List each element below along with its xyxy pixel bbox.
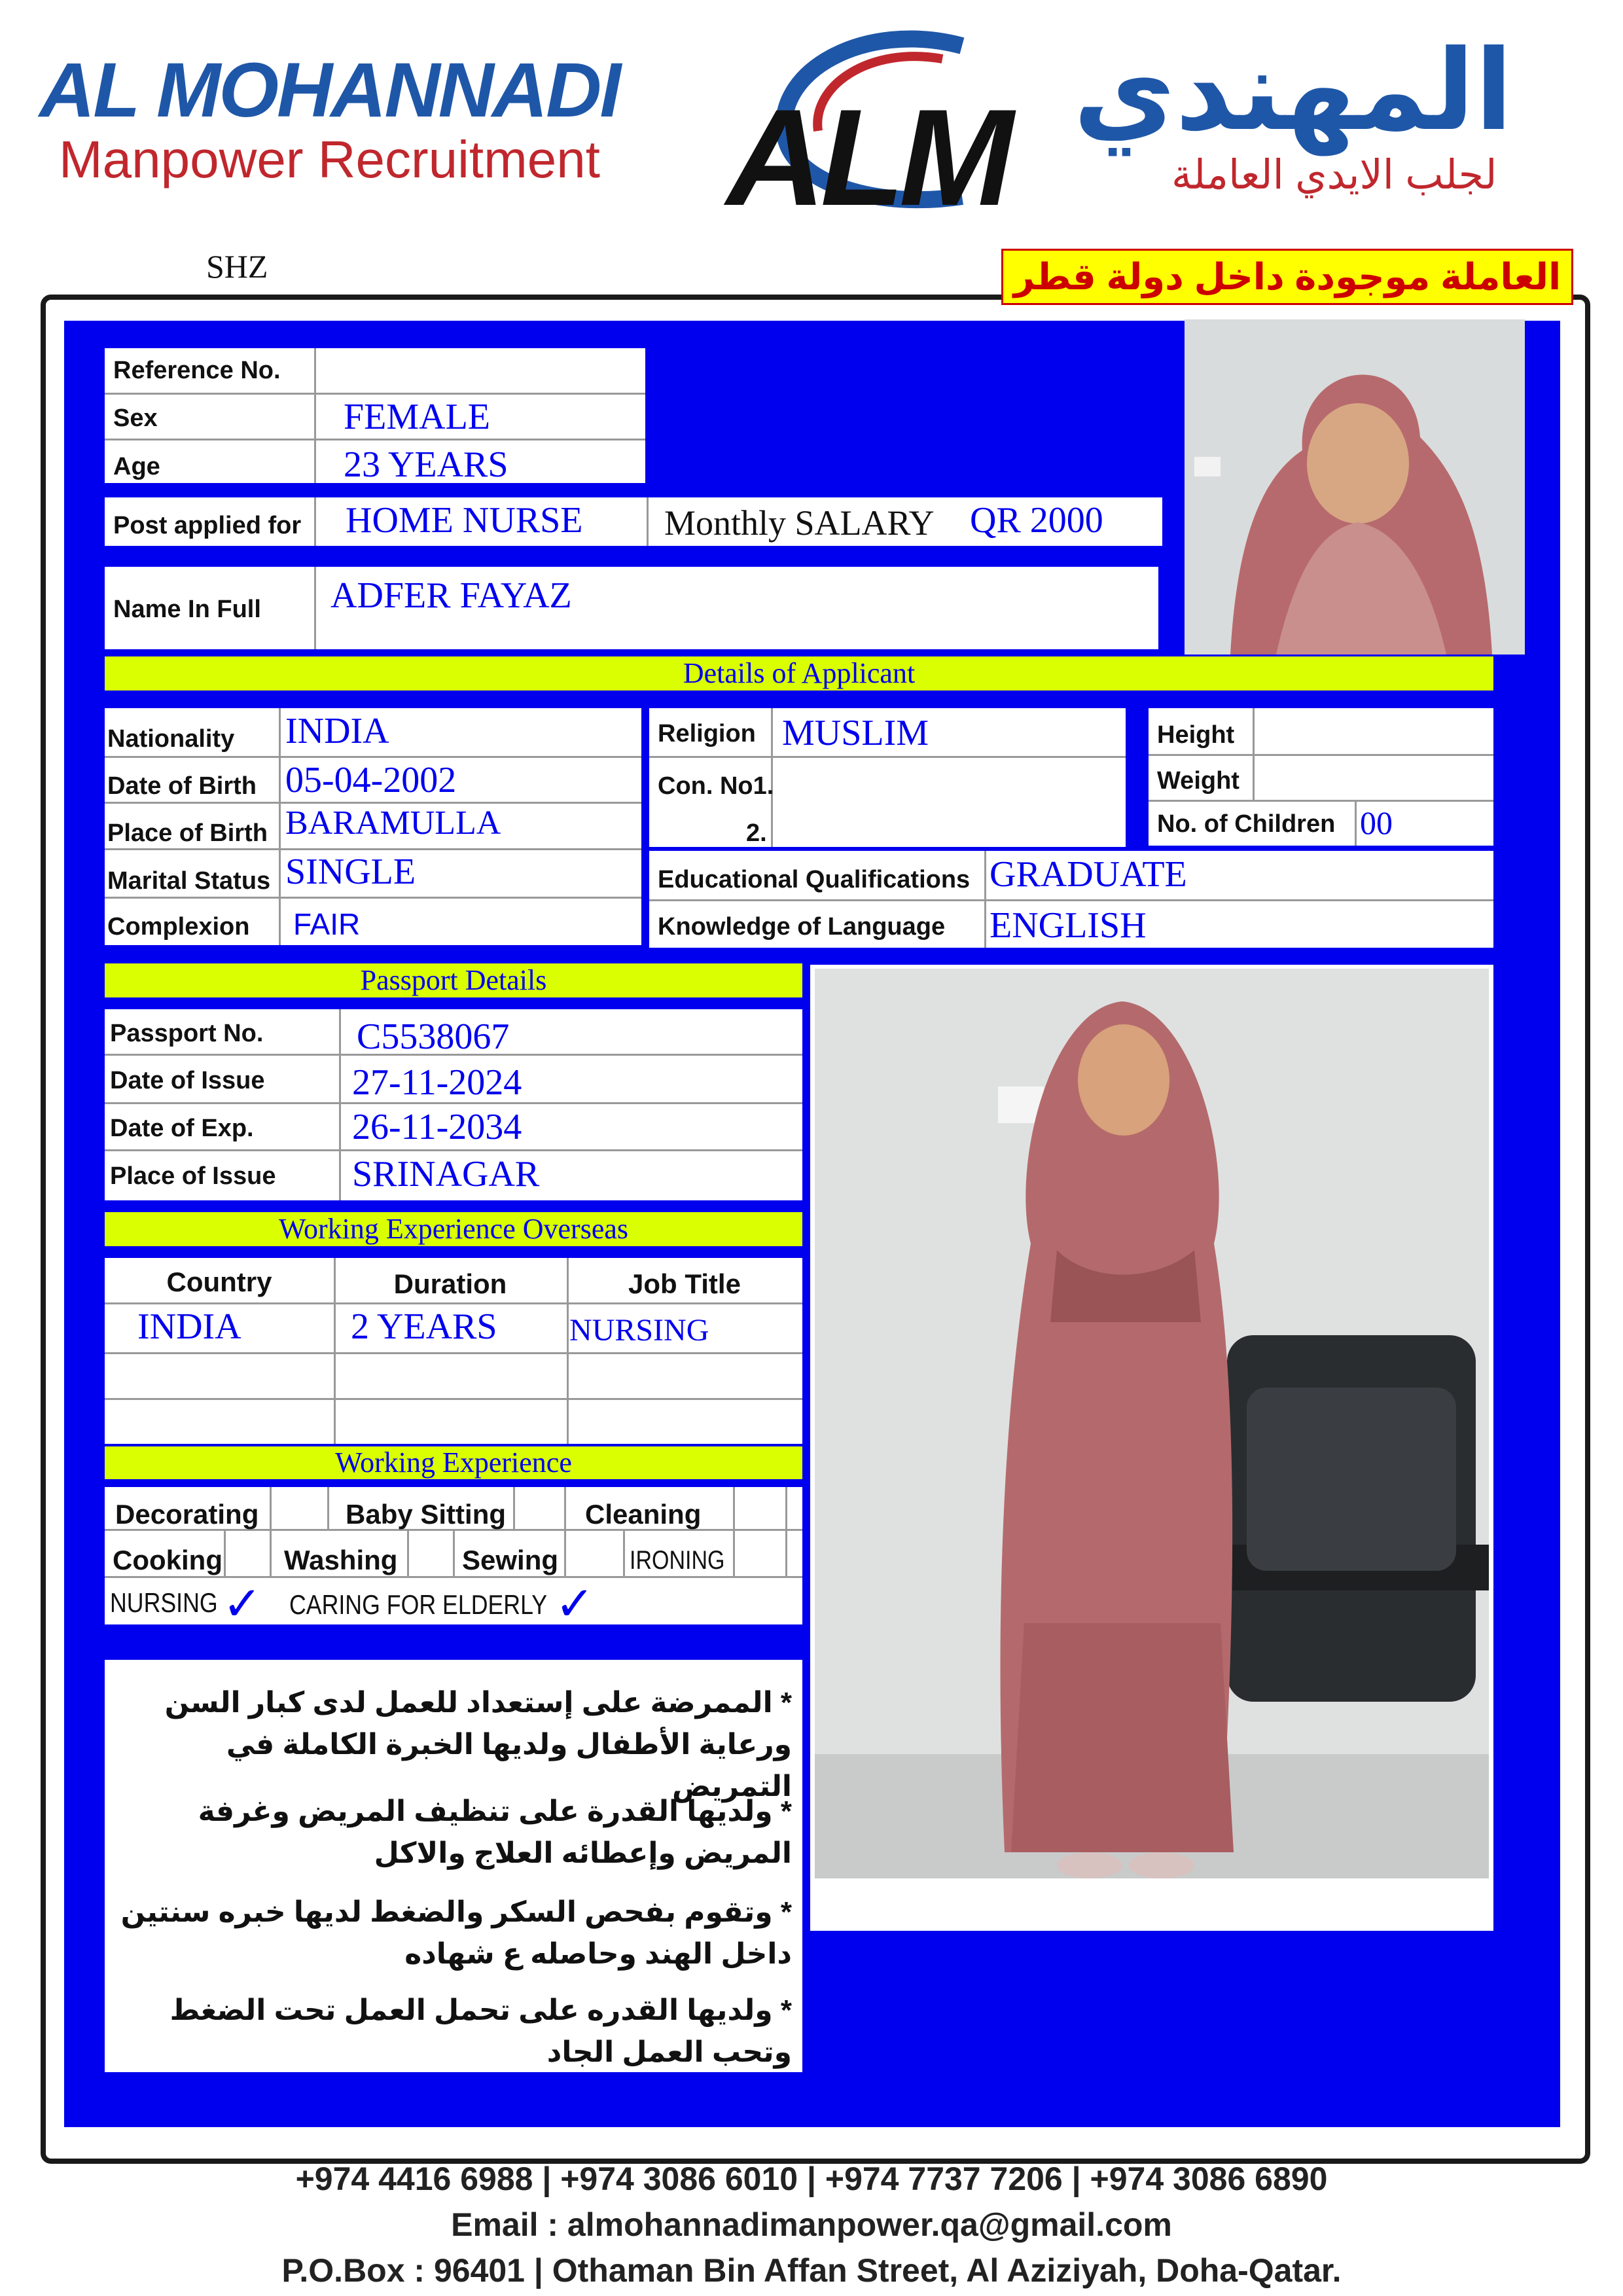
agent-code: SHZ (206, 248, 268, 285)
note-1: * الممرضة على إستعداد للعمل لدى كبار السن ورعاية الأطفال ولديها الخبرة الكاملة في التمريض (164, 1687, 792, 1803)
qatar-note-badge: العاملة موجودة داخل دولة قطر (1001, 249, 1573, 305)
pob-label: Place of Birth (107, 819, 268, 847)
dob-label: Date of Birth (107, 772, 257, 800)
height-label: Height (1157, 721, 1235, 749)
applicant-details-band: Details of Applicant (105, 656, 1493, 691)
overseas-header-country: Country (166, 1266, 272, 1297)
footer-address: P.O.Box : 96401 | Othaman Bin Affan Street, Al Aziziyah, Doha-Qatar. (281, 2252, 1342, 2289)
religion-label: Religion (658, 720, 756, 747)
logo-alm: ALM (726, 81, 1008, 234)
reference-label: Reference No. (113, 357, 281, 384)
nursing-check-icon: ✓ (223, 1578, 262, 1630)
note-4: * ولديها القدره على تحمل العمل تحت الضغط وتحب العمل الجاد (169, 1994, 792, 2068)
contact1-label: Con. No1. (658, 772, 774, 800)
full-length-photo (815, 969, 1489, 1878)
skill-sewing: Sewing (462, 1545, 559, 1575)
pob-value: BARAMULLA (285, 804, 501, 842)
weight-label: Weight (1157, 767, 1240, 795)
nationality-label: Nationality (107, 725, 235, 753)
skill-decorating: Decorating (115, 1499, 259, 1530)
overseas-duration: 2 YEARS (351, 1306, 497, 1347)
skill-washing: Washing (284, 1545, 398, 1575)
exp-date-label: Date of Exp. (110, 1115, 254, 1142)
overseas-job: NURSING (569, 1313, 709, 1348)
salary-value: QR 2000 (970, 500, 1103, 541)
language-label: Knowledge of Language (658, 913, 946, 941)
passport-no-label: Passport No. (110, 1020, 264, 1047)
issue-date-label: Date of Issue (110, 1067, 265, 1094)
elderly-check-icon: ✓ (555, 1578, 595, 1630)
issue-date-value: 27-11-2024 (352, 1062, 522, 1103)
company-name: AL MOHANNADI (39, 47, 620, 134)
marital-value: SINGLE (285, 852, 416, 892)
skill-cooking: Cooking (113, 1545, 223, 1575)
skill-nursing: NURSING (110, 1587, 218, 1618)
issue-place-label: Place of Issue (110, 1162, 276, 1190)
name-row (105, 567, 1158, 649)
full-person-icon (815, 969, 1489, 1878)
company-tagline-arabic: لجلب الايدي العاملة (1171, 152, 1497, 198)
issue-place-value: SRINAGAR (352, 1154, 540, 1194)
overseas-band: Working Experience Overseas (105, 1212, 802, 1246)
contact2-label: 2. (746, 819, 767, 847)
overseas-header-duration: Duration (393, 1268, 507, 1299)
religion-value: MUSLIM (782, 713, 929, 753)
name-value: ADFER FAYAZ (330, 575, 572, 616)
skill-ironing: IRONING (630, 1546, 725, 1575)
post-value: HOME NURSE (346, 500, 583, 541)
portrait-photo (1185, 319, 1525, 655)
portrait-person-icon (1185, 319, 1525, 655)
name-label: Name In Full (113, 596, 261, 623)
complexion-value: FAIR (293, 907, 361, 941)
children-label: No. of Children (1157, 810, 1336, 838)
marital-label: Marital Status (107, 867, 271, 895)
passport-no-value: C5538067 (357, 1016, 510, 1057)
company-tagline: Manpower Recruitment (59, 130, 600, 188)
nationality-value: INDIA (285, 711, 389, 751)
skill-cleaning: Cleaning (585, 1499, 702, 1530)
age-label: Age (113, 453, 160, 480)
note-3: * وتقوم بفحص السكر والضغط لديها خبره سنتين داخل الهند وحاصله ع شهاده (120, 1896, 792, 1970)
skill-elderly-care: CARING FOR ELDERLY (289, 1589, 548, 1620)
dob-value: 05-04-2002 (285, 760, 457, 800)
footer-email[interactable]: Email : almohannadimanpower.qa@gmail.com (451, 2206, 1172, 2243)
post-label: Post applied for (113, 512, 302, 539)
complexion-label: Complexion (107, 913, 250, 941)
exp-date-value: 26-11-2034 (352, 1107, 522, 1147)
experience-band: Working Experience (105, 1446, 802, 1479)
note-2: * ولديها القدرة على تنظيف المريض وغرفة المريض وإعطائه العلاج والاكل (198, 1795, 792, 1869)
company-name-arabic: المهندي (1073, 29, 1513, 153)
sex-label: Sex (113, 404, 158, 432)
overseas-country: INDIA (137, 1306, 241, 1347)
skill-baby-sitting: Baby Sitting (346, 1499, 507, 1530)
sex-value: FEMALE (344, 397, 490, 437)
overseas-header-job: Job Title (628, 1268, 741, 1299)
passport-band: Passport Details (105, 963, 802, 997)
age-value: 23 YEARS (344, 444, 508, 485)
footer-phones: +974 4416 6988 | +974 3086 6010 | +974 7737 7206 | +974 3086 6890 (295, 2161, 1328, 2197)
education-label: Educational Qualifications (658, 866, 971, 893)
language-value: ENGLISH (990, 905, 1147, 946)
children-value: 00 (1360, 804, 1393, 841)
education-value: GRADUATE (990, 854, 1187, 895)
salary-label: Monthly SALARY (664, 503, 935, 543)
